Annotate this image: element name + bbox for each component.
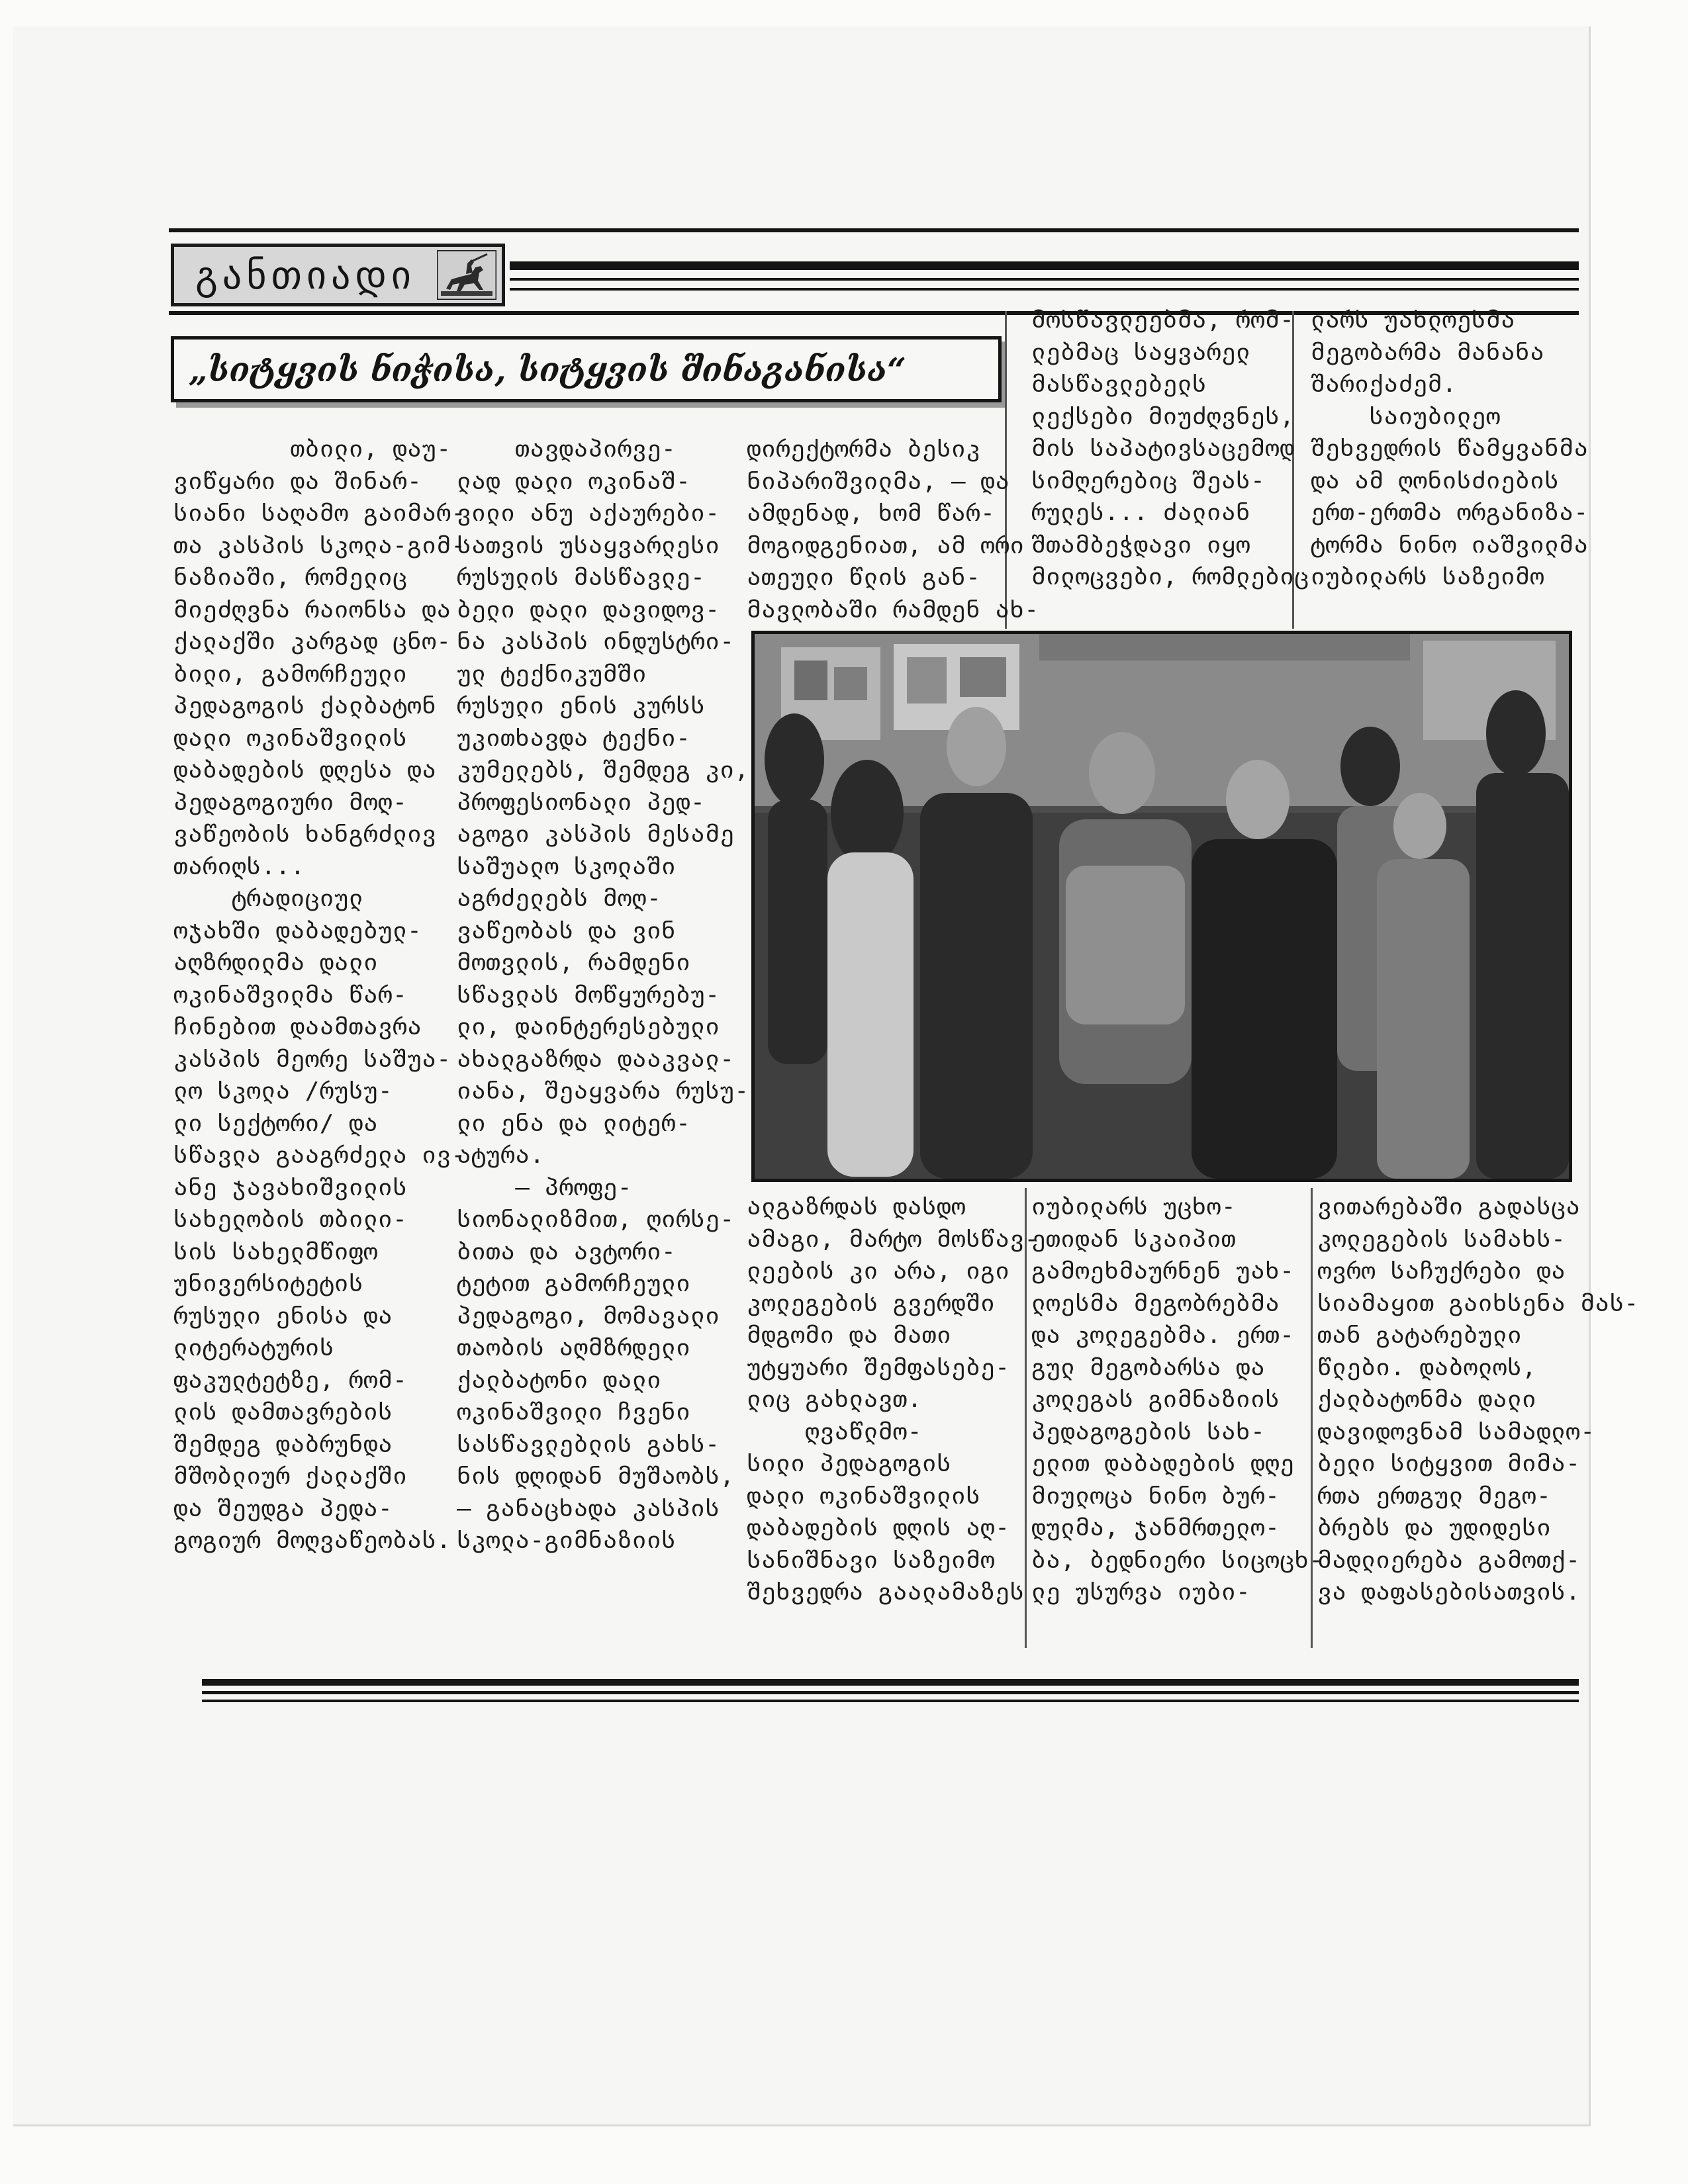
article-column-6: იუბილარს უცხო- ეთიდან სკაიპით გამოეხმაურნენ უახ- ლოესმა მეგობრებმა და კოლეგებმა. ერთ- გულ მეგობარსა და კოლეგას გიმნაზიის პედაგოგების სახ- ელით დაბადების დღე მიულოცა ნინო ბურ- დულმა, ჯანმრთელო- ბა, ბედნიერი სიცოცხ- ლე უსურვა იუბი- <box>1031 1193 1324 1606</box>
top-rule-thick <box>510 261 1579 270</box>
article-column-4: ალგაზრდას დასდო ამაგი, მარტო მოსწავ- ლეების კი არა, იგი კოლეგების გვერდში მდგომი და მათი უტყუარი შემფასებე- ლიც გახლავთ. ღვაწლმო- სილი პედაგოგის დალი ოკინაშვილის დაბადების დღის აღ- სანიშნავი საზეიმო შეხვედრა გაალამაზეს <box>747 1193 1039 1606</box>
top-rule-upper <box>169 228 1579 232</box>
article-column-3: დირექტორმა ბესიკ ნიპარიშვილმა, — და ამდენად, ხომ წარ- მოგიდგენიათ, ამ ორი ათეული წლის გან- მავლობაში რამდენ ახ- <box>747 435 1039 623</box>
article-column-7: ლარს უახლოესმა მეგობარმა მანანა შარიქაძემ. საიუბილეო შეხვედრის წამყვანმა და ამ ღონისძიების ერთ-ერთმა ორგანიზა- ტორმა ნინო იაშვილმა იუბილარს საზეიმო <box>1311 306 1589 590</box>
article-column-5: მოსწავლეებმა, რომ- ლებმაც საყვარელ მასწავლებელს ლექსები მიუძღვნეს, მის საპატივსაცემოდ სიმღერებიც შეას- რულეს... ძალიან შთამბეჭდავი იყო მილოცვები, რომლებიც <box>1031 306 1309 590</box>
top-rule-thin <box>510 278 1579 281</box>
article-column-2: თავდაპირვე- ლად დალი ოკინაშ- ვილი ანუ აქაურები- სათვის უსაყვარლესი რუსულის მასწავლე- ბელი დალი დავიდოვ- ნა კასპის ინდუსტრი- ულ ტექნიკუმში რუსული ენის კურსს უკითხავდა ტექნი- კუმელებს, შემდეგ კი, პროფესიონალი პედ- აგოგი კასპის მესამე საშუალო სკოლაში აგრძელებს მოღ- ვაწეობას და ვინ მოთვლის, რამდენი სწავლას მოწყურებუ- ლი, დაინტერესებული ახალგაზრდა დააკვალ- იანა, შეაყვარა რუსუ- ლი ენა და ლიტერ- ატურა. — პროფე- სიონალიზმით, ღირსე- ბითა და ავტორი- ტეტით გამორჩეული პედაგოგი, მომავალი თაობის აღმზრდელი ქალბატონი დალი ოკინაშვილი ჩვენი სასწავლებლის გახს- ნის დღიდან მუშაობს, — განაცხადა კასპის სკოლა-გიმნაზიის <box>457 435 749 1554</box>
article-title-box <box>171 336 1002 402</box>
group-photo <box>751 631 1572 1182</box>
article-title: „სიტყვის ნიჭისა, სიტყვის შინაგანისა“ <box>189 349 906 389</box>
masthead <box>171 244 505 306</box>
masthead-name: განთიადი <box>195 252 416 298</box>
horseman-emblem-icon <box>437 250 496 300</box>
article-column-1: თბილი, დაუ- ვიწყარი და შინარ- სიანი საღამო გაიმარ- თა კასპის სკოლა-გიმ- ნაზიაში, რომელიც მიეძღვნა რაიონსა და ქალაქში კარგად ცნო- ბილი, გამორჩეული პედაგოგის ქალბატონ დალი ოკინაშვილის დაბადების დღესა და პედაგოგიური მოღ- ვაწეობის ხანგრძლივ თარიღს... ტრადიციულ ოჯახში დაბადებულ- აღზრდილმა დალი ოკინაშვილმა წარ- ჩინებით დაამთავრა კასპის მეორე საშუა- ლო სკოლა /რუსუ- ლი სექტორი/ და სწავლა გააგრძელა ივ- ანე ჯავახიშვილის სახელობის თბილი- სის სახელმწიფო უნივერსიტეტის რუსული ენისა და ლიტერატურის ფაკულტეტზე, რომ- ლის დამთავრების შემდეგ დაბრუნდა მშობლიურ ქალაქში და შეუდგა პედა- გოგიურ მოღვაწეობას. <box>173 435 466 1554</box>
article-column-8: ვითარებაში გადასცა კოლეგების სამახს- ოვრო საჩუქრები და სიამაყით გაიხსენა მას- თან გატარებული წლები. დაბოლოს, ქალბატონმა დალი დავიდოვნამ სამადლო- ბელი სიტყვით მიმა- რთა ერთგულ მეგო- ბრებს და უდიდესი მადლიერება გამოთქ- ვა დაფასებისათვის. <box>1317 1193 1639 1606</box>
bottom-rule-lower <box>202 1700 1579 1702</box>
top-rule-lower <box>510 288 1579 291</box>
bottom-rule-thin <box>202 1691 1579 1694</box>
bottom-rule-thick <box>202 1679 1579 1686</box>
